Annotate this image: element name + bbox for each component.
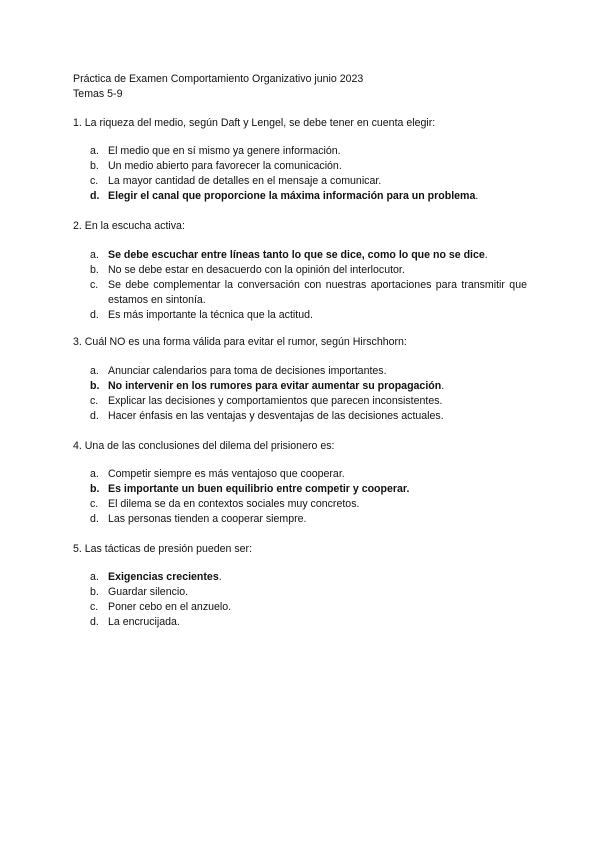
option-5d: d. La encrucijada. xyxy=(90,616,180,628)
document-subtitle: Temas 5-9 xyxy=(73,88,123,100)
option-4d: d. Las personas tienden a cooperar siempre. xyxy=(90,513,307,525)
option-4a: a. Competir siempre es más ventajoso que cooperar. xyxy=(90,468,345,480)
question-3: 3. Cuál NO es una forma válida para evitar el rumor, según Hirschhorn: xyxy=(73,336,407,348)
option-1b: b. Un medio abierto para favorecer la comunicación. xyxy=(90,160,342,172)
question-2-options xyxy=(90,248,527,323)
option-2c: c. Se debe complementar la conversación con nuestras aportaciones para transmitir que estamos en sintonía. xyxy=(90,279,527,306)
question-1: 1. La riqueza del medio, según Daft y Lengel, se debe tener en cuenta elegir: xyxy=(73,117,436,129)
document-header xyxy=(73,72,363,102)
option-5c: c. Poner cebo en el anzuelo. xyxy=(90,601,232,613)
question-3-options xyxy=(90,364,527,424)
option-1c: c. La mayor cantidad de detalles en el mensaje a comunicar. xyxy=(90,175,382,187)
option-5b: b. Guardar silencio. xyxy=(90,586,189,598)
option-2a-correct: a. Se debe escuchar entre líneas tanto lo que se dice, como lo que no se dice. xyxy=(90,249,488,261)
question-2: 2. En la escucha activa: xyxy=(73,220,185,232)
option-3d: d. Hacer énfasis en las ventajas y desventajas de las decisiones actuales. xyxy=(90,410,444,422)
document-title: Práctica de Examen Comportamiento Organizativo junio 2023 xyxy=(73,73,364,85)
option-4c: c. El dilema se da en contextos sociales muy concretos. xyxy=(90,498,360,510)
option-3b-correct: b. No intervenir en los rumores para evitar aumentar su propagación. xyxy=(90,380,445,392)
option-2b: b. No se debe estar en desacuerdo con la opinión del interlocutor. xyxy=(90,264,405,276)
question-5-options xyxy=(90,570,527,630)
option-2d: d. Es más importante la técnica que la actitud. xyxy=(90,309,313,321)
option-1d-correct: d. Elegir el canal que proporcione la máxima información para un problema. xyxy=(90,190,479,202)
option-1a: a. El medio que en sí mismo ya genere información. xyxy=(90,145,341,157)
option-3a: a. Anunciar calendarios para toma de decisiones importantes. xyxy=(90,365,387,377)
question-5: 5. Las tácticas de presión pueden ser: xyxy=(73,543,253,555)
question-4: 4. Una de las conclusiones del dilema del prisionero es: xyxy=(73,440,335,452)
question-4-options xyxy=(90,467,527,527)
option-5a-correct: a. Exigencias crecientes. xyxy=(90,571,222,583)
option-4b-correct: b. Es importante un buen equilibrio entre competir y cooperar. xyxy=(90,483,410,495)
question-1-options xyxy=(90,144,527,204)
option-3c: c. Explicar las decisiones y comportamientos que parecen inconsistentes. xyxy=(90,395,443,407)
